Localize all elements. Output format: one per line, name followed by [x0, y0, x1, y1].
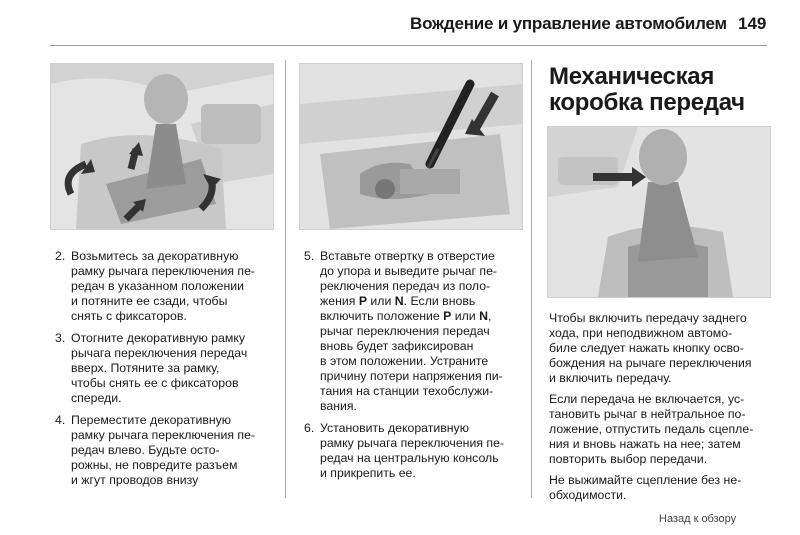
text-run: жения — [320, 294, 359, 308]
paragraph-line: ния и вновь нажать на нее; затем — [549, 437, 741, 451]
gear-position-p: P — [443, 309, 452, 323]
step-2-line: снять с фиксаторов. — [71, 309, 187, 323]
step-number: 5. — [304, 249, 315, 263]
paragraph-line: обходимости. — [549, 488, 627, 502]
gear-position-n: N — [479, 309, 488, 323]
step-5-line: вания. — [320, 399, 357, 413]
step-3-line: рычага переключения передач — [71, 346, 248, 360]
step-2-line: редач в указанном положении — [71, 279, 245, 293]
paragraph-line: повторить выбор передачи. — [549, 452, 708, 466]
paragraph-line: хода, при неподвижном автомо- — [549, 326, 733, 340]
step-2-line: и потяните ее сзади, чтобы — [71, 294, 228, 308]
step-4-line: и жгут проводов внизу — [71, 473, 199, 487]
step-5-line: в этом положении. Устраните — [320, 354, 489, 368]
text-run: включить положение — [320, 309, 444, 323]
step-2-line: рамку рычага переключения пе- — [71, 264, 256, 278]
page-header — [0, 0, 800, 48]
paragraph — [549, 311, 771, 386]
step-5-line: вновь будет зафиксирован — [320, 339, 474, 353]
paragraph-line: ложение, отпустить педаль сцепле- — [549, 422, 754, 436]
step-6-line: редач на центральную консоль — [320, 451, 499, 465]
gear-boot-removal-illustration — [50, 63, 274, 230]
step-5-line: рычаг переключения передач — [320, 324, 490, 338]
right-paragraphs — [549, 311, 771, 509]
step-number: 6. — [304, 421, 315, 435]
gear-position-p: P — [358, 294, 368, 308]
step-4-line: редач влево. Будьте осто- — [71, 443, 220, 457]
left-steps-list — [55, 249, 270, 495]
text-run: или — [367, 294, 395, 308]
step-4-line: рамку рычага переключения пе- — [71, 428, 256, 442]
middle-steps-list — [304, 249, 524, 488]
text-run: . Если вновь — [403, 294, 476, 308]
paragraph-line: Чтобы включить передачу заднего — [549, 311, 747, 325]
gear-position-n: N — [394, 294, 404, 308]
page-number: 149 — [738, 14, 767, 33]
page-title: Вождение и управление автомобилем — [410, 14, 727, 33]
paragraph-line: бождения на рычаге переключения — [549, 356, 752, 370]
list-item — [55, 413, 270, 488]
paragraph-line: биле следует нажать кнопку осво- — [549, 341, 744, 355]
step-5-line — [320, 309, 491, 323]
step-6-line: Установить декоративную — [320, 421, 469, 435]
back-to-overview-link[interactable]: Назад к обзору — [659, 513, 737, 525]
manual-gear-knob-illustration — [547, 126, 771, 298]
header-divider — [50, 45, 767, 46]
section-title-line: Механическая — [549, 63, 715, 90]
step-4-line: Переместите декоративную — [71, 413, 232, 427]
step-4-line: рожны, не повредите разъем — [71, 458, 238, 472]
text-run: , — [487, 309, 492, 323]
list-item — [55, 249, 270, 324]
list-item — [55, 331, 270, 406]
screwdriver-release-illustration — [299, 63, 523, 230]
step-6-line: рамку рычага переключения пе- — [320, 436, 505, 450]
paragraph-line: Если передача не включается, ус- — [549, 392, 745, 406]
paragraph — [549, 392, 771, 467]
step-5-line: тания на станции техобслужи- — [320, 384, 494, 398]
step-5-line: реключения передач из поло- — [320, 279, 491, 293]
paragraph-line: Не выжимайте сцепление без не- — [549, 473, 742, 487]
step-3-line: спереди. — [71, 391, 122, 405]
section-title — [549, 64, 779, 116]
step-6-line: и прикрепить ее. — [320, 466, 416, 480]
paragraph — [549, 473, 771, 503]
text-run: или — [451, 309, 480, 323]
paragraph-line: и включить передачу. — [549, 371, 672, 385]
step-5-line: причину потери напряжения пи- — [320, 369, 503, 383]
column-divider-2 — [531, 60, 532, 498]
step-number: 2. — [55, 249, 66, 263]
step-5-line: Вставьте отвертку в отверстие — [320, 249, 495, 263]
step-5-line — [320, 294, 475, 308]
step-number: 4. — [55, 413, 66, 427]
list-item — [304, 421, 524, 481]
section-title-line: коробка передач — [549, 89, 745, 116]
list-item — [304, 249, 524, 414]
step-number: 3. — [55, 331, 66, 345]
column-divider-1 — [285, 60, 286, 498]
step-3-line: вверх. Потяните за рамку, — [71, 361, 220, 375]
paragraph-line: тановить рычаг в нейтральное по- — [549, 407, 746, 421]
step-5-line: до упора и выведите рычаг пе- — [320, 264, 498, 278]
step-3-line: чтобы снять ее с фиксаторов — [71, 376, 239, 390]
step-2-line: Возьмитесь за декоративную — [71, 249, 239, 263]
step-3-line: Отогните декоративную рамку — [71, 331, 245, 345]
